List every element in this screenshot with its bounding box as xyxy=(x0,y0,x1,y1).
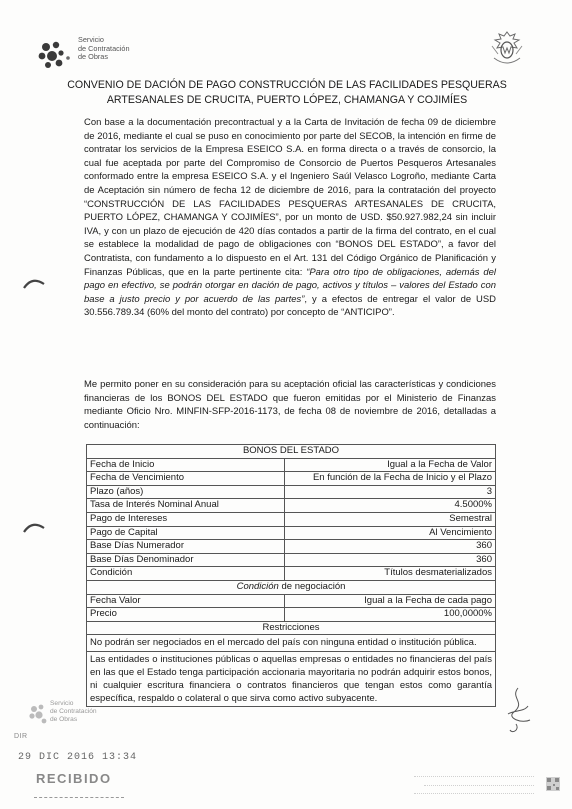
legal-quote: “Para otro tipo de obligaciones, además del pago en efectivo, se podrán otorgar en dación de pago, activos y títulos – valores del Estado con base a justo precio y por acuerdo de las partes” xyxy=(84,266,496,305)
paragraph-1-end: , y a efectos de entregar el valor de USD 30.556.789.34 (60% del monto del contrato) por concepto de “ANTICIPO”. xyxy=(84,293,496,319)
row-label: Fecha de Inicio xyxy=(87,458,285,472)
document-title: CONVENIO DE DACIÓN DE PAGO CONSTRUCCIÓN DE LAS FACILIDADES PESQUERAS ARTESANALES DE CRUCITA, PUERTO LÓPEZ, CHAMANGA Y COJIMÍES xyxy=(67,79,507,106)
row-label: Tasa de Interés Nominal Anual xyxy=(87,499,285,513)
row-label: Precio xyxy=(87,608,285,622)
qr-code-icon xyxy=(546,777,560,791)
org-line-1: Servicio xyxy=(78,35,104,44)
organization-name xyxy=(78,36,130,62)
bonds-conditions-table xyxy=(86,444,496,707)
table-row xyxy=(87,567,496,581)
table-row xyxy=(87,540,496,554)
signature-line xyxy=(34,797,124,798)
restrictions-heading-row xyxy=(87,621,496,635)
footer-address-line xyxy=(414,786,534,795)
org-line-2: de Contratación xyxy=(78,43,130,53)
negotiation-heading-row xyxy=(87,580,496,594)
restriction-1: No podrán ser negociados en el mercado del país con ninguna entidad o institución pública. xyxy=(87,635,496,651)
punch-hole-mark-icon xyxy=(22,520,46,536)
row-label: Base Días Numerador xyxy=(87,540,285,554)
row-value: Igual a la Fecha de cada pago xyxy=(285,594,496,608)
received-label: RECIBIDO xyxy=(36,771,112,786)
restrictions-heading: Restricciones xyxy=(87,621,496,635)
received-date-value: 29 DIC 2016 xyxy=(18,752,96,763)
paragraph-background xyxy=(84,116,496,320)
restriction-row xyxy=(87,651,496,707)
row-label: Condición xyxy=(87,567,285,581)
stamp-dir-label: DIR xyxy=(14,733,28,740)
table-row xyxy=(87,472,496,486)
restriction-2: Las entidades o instituciones públicas o aquellas empresas o entidades no financieras del país en las que el Estado tenga participación accionaria mayoritaria no podrán adquirir estos bonos, ni cualquier escritura financiera o contratos financieros que tengan estos como garantía específica, respaldo o colateral o que sirva como activo subyacente. xyxy=(87,651,496,707)
row-label: Fecha de Vencimiento xyxy=(87,472,285,486)
row-value: 3 xyxy=(285,485,496,499)
table-heading-row xyxy=(87,445,496,459)
table-row xyxy=(87,485,496,499)
punch-hole-mark-icon xyxy=(22,276,46,292)
row-value: 360 xyxy=(285,553,496,567)
received-date xyxy=(18,752,137,763)
table-row xyxy=(87,512,496,526)
row-value: 100,0000% xyxy=(285,608,496,622)
table-row xyxy=(87,499,496,513)
table-row xyxy=(87,458,496,472)
row-label: Plazo (años) xyxy=(87,485,285,499)
row-value: Títulos desmaterializados xyxy=(285,567,496,581)
row-label: Pago de Capital xyxy=(87,526,285,540)
secob-logo-icon xyxy=(34,36,74,72)
row-label: Pago de Intereses xyxy=(87,512,285,526)
reception-stamp xyxy=(50,700,97,724)
negotiation-heading xyxy=(87,580,496,594)
footer-address-line xyxy=(424,777,534,786)
stamp-line-2: de Contratación xyxy=(50,708,97,715)
table-row xyxy=(87,553,496,567)
footer-address-line xyxy=(414,768,534,777)
negotiation-heading-italic: Condición xyxy=(236,580,279,592)
restriction-row xyxy=(87,635,496,651)
row-value: En función de la Fecha de Inicio y el Plazo xyxy=(285,472,496,486)
row-label: Fecha Valor xyxy=(87,594,285,608)
paragraph-request: Me permito poner en su consideración para su aceptación oficial las características y condiciones financieras de los BONOS DEL ESTADO que fueron emitidas por el Ministerio de Finanzas mediante Oficio Nro. MINFIN-SFP-2016-1173, de fecha 08 de noviembre de 2016, detalladas a continuación: xyxy=(84,379,496,431)
org-line-3: de Obras xyxy=(78,52,109,62)
table-heading: BONOS DEL ESTADO xyxy=(87,445,496,459)
stamp-line-3: de Obras xyxy=(50,716,78,723)
table-row xyxy=(87,608,496,622)
row-label: Base Días Denominador xyxy=(87,553,285,567)
row-value: 360 xyxy=(285,540,496,554)
footer-address xyxy=(402,768,534,794)
table-row xyxy=(87,594,496,608)
negotiation-heading-rest: de negociación xyxy=(278,580,346,592)
coat-of-arms-icon xyxy=(486,28,528,68)
row-value: 4.5000% xyxy=(285,499,496,513)
row-value: Al Vencimiento xyxy=(285,526,496,540)
received-time-value: 13:34 xyxy=(102,752,138,763)
row-value: Semestral xyxy=(285,512,496,526)
row-value: Igual a la Fecha de Valor xyxy=(285,458,496,472)
stamp-line-1: Servicio xyxy=(50,700,74,707)
handwritten-initials-icon xyxy=(500,684,536,736)
table-row xyxy=(87,526,496,540)
paragraph-1-text: Con base a la documentación precontractual y a la Carta de Invitación de fecha 09 de diciembre de 2016, mediante el cual se puso en conocimiento por parte del SECOB, la intención en firme de contratar los servicios de la Empresa ESEICO S.A. en forma directa o a través de consorcio, la cual fue aceptada por parte del Compromiso de Consorcio de Puertos Pesqueros Artesanales conformado entre la empresa ESEICO S.A. y el Ingeniero Saúl Velasco Logroño, mediante Carta de Aceptación sin número de fecha 12 de diciembre de 2016, para la contratación del proyecto “CONSTRUCCIÓN DE LAS FACILIDADES PESQUERAS ARTESANALES DE CRUCITA, PUERTO LÓPEZ, CHAMANGA Y COJIMÍES”, por un monto de USD. $50.927.982,24 sin incluir IVA, y con un plazo de ejecución de 420 días contados a partir de la firma del contrato, en el cual se establece la modalidad de pago de obligaciones con “BONOS DEL ESTADO”, a favor del Contratista, con fundamento a lo dispuesto en el Art. 131 del Código Orgánico de Planificación y Finanzas Públicas, que en la parte pertinente cita: xyxy=(84,117,496,278)
